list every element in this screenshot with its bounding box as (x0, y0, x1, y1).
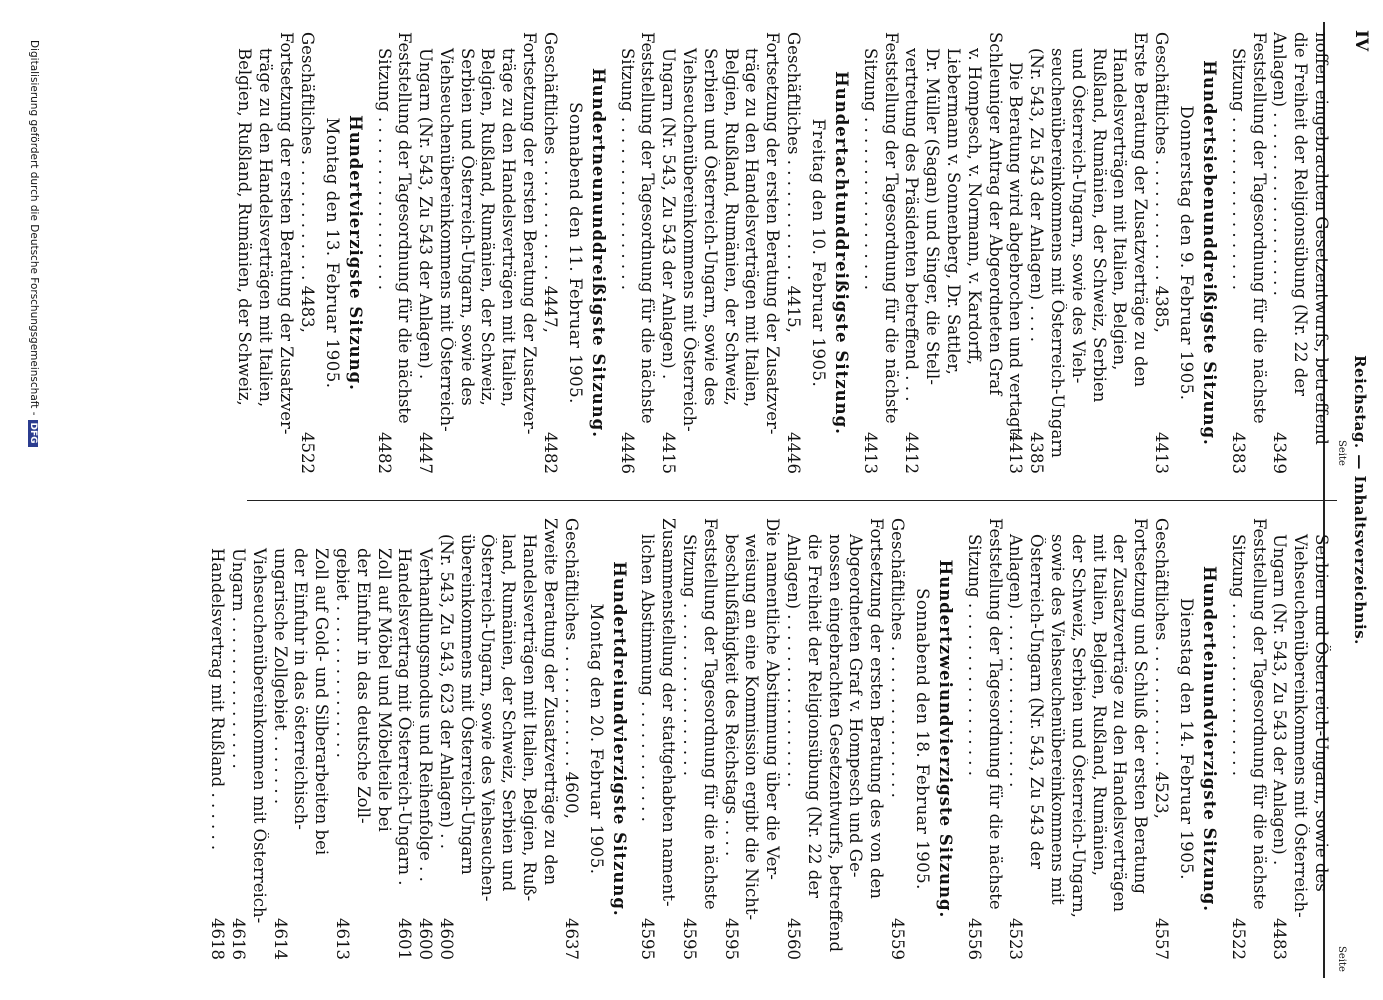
toc-page-number: 4523 (1006, 918, 1026, 960)
toc-entry-text: der Einfuhr in das deutsche Zoll- (353, 548, 373, 824)
right-column (206, 518, 1331, 960)
toc-entry-text: Geschäftliches . . . . . . . . . . . . 4600, (561, 518, 581, 819)
toc-entry (782, 518, 803, 960)
toc-entry (331, 518, 352, 960)
toc-entry-text: Die Beratung wird abgebrochen und vertagt: (1006, 62, 1026, 440)
toc-entry (435, 32, 456, 474)
toc-entry-text: vertretung des Präsidenten betreffend . . . (902, 48, 922, 402)
toc-entry (886, 518, 907, 960)
toc-page-number: 4482 (374, 432, 394, 474)
dfg-logo: DFG (28, 420, 38, 447)
toc-entry-text: lichen Abstimmung . . . . . . . . . . . . (638, 534, 658, 822)
toc-entry-text: träge zu den Handelsverträgen mit Italien, (742, 48, 762, 408)
toc-entry-text: Sitzung . . . . . . . . . . . . . . . . . (374, 48, 394, 291)
toc-entry-text: Sitzung . . . . . . . . . . . . . . . . . (1228, 48, 1248, 291)
toc-entry (824, 518, 845, 960)
toc-entry-text: Geschäftliches . . . . . . . . . . . . 4483, (297, 32, 317, 333)
toc-page-number: 4413 (1152, 432, 1172, 474)
toc-page-number: 4446 (784, 432, 804, 474)
toc-entry-text: Belgien, Rußland, Rumänien, der Schweiz, (235, 48, 255, 406)
toc-entry (456, 518, 477, 960)
toc-entry (1025, 32, 1046, 474)
toc-entry-text: Sitzung . . . . . . . . . . . . . . . . . (860, 48, 880, 291)
toc-entry-text: Handelsvertrag mit Rußland . . . . . . (208, 548, 228, 851)
toc-entry (963, 32, 984, 474)
toc-entry-text: Verhandlungsmodus und Reihenfolge . . (416, 548, 436, 882)
toc-entry (761, 32, 782, 474)
footer-text: Digitalisierung gefördert durch die Deutsche Forschungsgemeinschaft - (28, 40, 40, 416)
session-date: Sonnabend den 18. Februar 1905. (913, 588, 933, 890)
toc-entry (637, 32, 658, 474)
toc-page-number: 4600 (416, 918, 436, 960)
toc-entry (227, 518, 248, 960)
toc-entry-text: Serbien und Österreich-Ungarn, sowie des (457, 48, 477, 406)
toc-entry (1248, 32, 1269, 474)
digitization-footer (28, 40, 40, 980)
toc-page-number: 4522 (1228, 918, 1248, 960)
toc-page-number: 4447 (416, 432, 436, 474)
toc-entry-text: Ungarn (Nr. 543, Zu 543 der Anlagen) . (1270, 534, 1290, 866)
toc-entry (803, 518, 824, 960)
toc-entry-text: Fortsetzung der ersten Beratung der Zusatzver- (276, 32, 296, 435)
toc-page-number: 4557 (1152, 918, 1172, 960)
toc-entry-text: Ungarn (Nr. 543, Zu 543 der Anlagen) . (416, 48, 436, 380)
session-heading: Hundertvierzigste Sitzung. (345, 115, 365, 391)
toc-page-number: 4560 (784, 918, 804, 960)
toc-entry (1150, 518, 1171, 960)
toc-entry (248, 518, 269, 960)
toc-page-number: 4614 (270, 918, 290, 960)
toc-entry (518, 518, 539, 960)
toc-page-number: 4595 (680, 918, 700, 960)
toc-entry (699, 32, 720, 474)
toc-page-number: 4601 (395, 918, 415, 960)
toc-entry (352, 518, 373, 960)
toc-entry-text: Schleuniger Antrag der Abgeordneten Graf (985, 32, 1005, 396)
toc-entry (477, 518, 498, 960)
toc-entry-text: Rußland, Rumänien, der Schweiz, Serbien (1089, 48, 1109, 403)
session-heading: Hundertachtunddreißigste Sitzung. (832, 71, 852, 435)
toc-entry (394, 518, 415, 960)
toc-entry (1310, 32, 1331, 474)
toc-entry-text: Ungarn (Nr. 543, Zu 543 der Anlagen) . (659, 48, 679, 380)
session-heading: Hundertneununddreißigste Sitzung. (588, 68, 608, 438)
page-numeral: IV (1351, 30, 1371, 52)
left-column (234, 32, 1331, 474)
toc-entry-text: Sitzung . . . . . . . . . . . . . . . . . (964, 534, 984, 777)
toc-entry-text: Die namentliche Abstimmung über die Ver- (763, 518, 783, 880)
toc-entry-text: Serbien und Österreich-Ungarn, sowie des (1312, 534, 1331, 892)
toc-entry (984, 32, 1005, 474)
toc-entry (880, 32, 901, 474)
toc-entry (234, 32, 255, 474)
toc-entry-text: Zweite Beratung der Zusatzverträge zu den (540, 518, 560, 886)
toc-page-number: 4618 (208, 918, 228, 960)
toc-entry-text: Feststellung der Tagesordnung für die nächste (638, 32, 658, 424)
toc-entry (498, 518, 519, 960)
toc-entry (1067, 32, 1088, 474)
toc-entry-text: Belgien, Rußland, Rumänien, der Schweiz, (721, 48, 741, 406)
toc-page-number: 4616 (228, 918, 248, 960)
toc-entry (901, 32, 922, 474)
toc-page-number: 4482 (540, 432, 560, 474)
toc-entry (518, 32, 539, 474)
seite-label-left: Seite (1336, 440, 1347, 466)
session-heading: Hundertzweiundvierzigste Sitzung. (936, 559, 956, 919)
toc-entry (373, 518, 394, 960)
toc-entry-text: der Einfuhr in das österreichisch- (291, 548, 311, 830)
toc-entry (414, 518, 435, 960)
toc-entry-text: Feststellung der Tagesordnung für die nächste (1249, 32, 1269, 424)
session-date: Sonnabend den 11. Februar 1905. (565, 102, 585, 404)
toc-entry (942, 32, 963, 474)
toc-entry-text: Liebermann v. Sonnenberg, Dr. Sattler, (944, 48, 964, 375)
toc-page-number: 4595 (638, 918, 658, 960)
toc-page-number: 4412 (902, 432, 922, 474)
toc-entry-text: Handelsverträgen mit Italien, Belgien, (1110, 48, 1130, 371)
toc-entry-text: Fortsetzung und Schluß der ersten Beratung (1131, 518, 1151, 894)
toc-entry-text: Geschäftliches . . . . . . . . . . . . 4447, (540, 32, 560, 333)
toc-entry-text: Erste Beratung der Zusatzverträge zu den (1131, 32, 1151, 387)
toc-entry-text: und Österreich-Ungarn, sowie des Vieh- (1068, 48, 1088, 384)
toc-entry (414, 32, 435, 474)
toc-entry (1227, 32, 1248, 474)
toc-entry (1005, 518, 1026, 960)
toc-entry (720, 518, 741, 960)
toc-entry (782, 32, 803, 474)
toc-entry-text: Zoll auf Gold- und Silberarbeiten bei (312, 548, 332, 856)
toc-page-number: 4522 (297, 432, 317, 474)
toc-entry (657, 518, 678, 960)
toc-entry (859, 32, 880, 474)
session-date: Montag den 20. Februar 1905. (586, 603, 606, 875)
toc-entry-text: Viehseuchenübereinkommen mit Österreich- (249, 548, 269, 924)
session-heading: Hundertdreiundvierzigste Sitzung. (609, 561, 629, 917)
toc-entry (1109, 32, 1130, 474)
toc-entry (720, 32, 741, 474)
toc-entry (498, 32, 519, 474)
toc-page-number: 4595 (721, 918, 741, 960)
toc-page-number: 4349 (1270, 432, 1290, 474)
toc-entry (637, 518, 658, 960)
toc-entry (560, 518, 581, 960)
toc-entry-text: Viehseuchenübereinkommens mit Österreich- (436, 48, 456, 432)
toc-entry-text: Feststellung der Tagesordnung für die nächste (395, 32, 415, 424)
toc-page-number: 4600 (436, 918, 456, 960)
toc-entry (1129, 518, 1150, 960)
toc-entry (1046, 32, 1067, 474)
running-head (1331, 0, 1371, 1000)
toc-page-number: 4446 (617, 432, 637, 474)
toc-entry (373, 32, 394, 474)
toc-entry (699, 518, 720, 960)
toc-entry (539, 518, 560, 960)
toc-entry-text: v. Hompesch, v. Normann, v. Kardorff, (964, 48, 984, 365)
toc-entry (310, 518, 331, 960)
toc-entry (275, 32, 296, 474)
toc-page-number: 4556 (964, 918, 984, 960)
toc-entry-text: Zoll auf Möbel und Möbelteile bei (374, 548, 394, 832)
toc-entry-text: Fortsetzung der ersten Beratung der Zusatzver- (520, 32, 540, 435)
toc-entry-text: Geschäftliches . . . . . . . . . . . . 4385, (1152, 32, 1172, 333)
toc-entry-text: Anlagen) . . . . . . . . . . . . . . . . . . (1270, 32, 1290, 296)
toc-entry-text: gebiet . . . . . . . . . . . . . . . (332, 548, 352, 758)
toc-entry (865, 518, 886, 960)
toc-entry-text: übereinkommens mit Österreich-Ungarn (457, 534, 477, 875)
toc-entry (1088, 518, 1109, 960)
toc-entry-text: ungarische Zollgebiet . . . . . . . (270, 548, 290, 805)
toc-entry-text: Österreich-Ungarn (Nr. 543, Zu 543 der (1027, 534, 1047, 870)
toc-entry-text: beschlußfähigkeit des Reichstags . . . . (721, 534, 741, 857)
toc-entry-text: nossen eingebrachten Gesetzentwurfs, betreffend (825, 534, 845, 953)
toc-entry (394, 32, 415, 474)
toc-entry (1227, 518, 1248, 960)
toc-entry (477, 32, 498, 474)
toc-entry-text: der Zusatzverträge zu den Handelsverträgen (1110, 534, 1130, 913)
toc-entry (435, 518, 456, 960)
toc-entry (761, 518, 782, 960)
toc-entry-text: Serbien und Österreich-Ungarn, sowie des (700, 48, 720, 406)
toc-entry-text: land, Rumänien, der Schweiz, Serbien und (499, 534, 519, 892)
toc-entry-text: Ungarn . . . . . . . . . . . . . . . (228, 548, 248, 769)
toc-entry (1310, 518, 1331, 960)
toc-entry-text: Feststellung der Tagesordnung für die nächste (881, 32, 901, 424)
toc-entry (741, 32, 762, 474)
toc-entry (1269, 32, 1290, 474)
toc-entry (1067, 518, 1088, 960)
toc-entry (1289, 32, 1310, 474)
toc-entry-text: die Freiheit der Religionsübung (Nr. 22 der (1291, 32, 1311, 396)
toc-entry-text: Dr. Müller (Sagan) und Singer, die Stell- (923, 48, 943, 385)
toc-entry-text: Handelsvertrag mit Österreich-Ungarn . (395, 548, 415, 886)
toc-entry (254, 32, 275, 474)
toc-entry-text: träge zu den Handelsverträgen mit Italien, (499, 48, 519, 408)
toc-entry (984, 518, 1005, 960)
toc-page-number: 4637 (561, 918, 581, 960)
toc-entry-text: die Freiheit der Religionsübung (Nr. 22 der (804, 534, 824, 898)
toc-entry (206, 518, 227, 960)
toc-entry-text: (Nr. 543, Zu 543, 623 der Anlagen) . . (436, 534, 456, 849)
toc-entry (657, 32, 678, 474)
toc-page-number: 4559 (888, 918, 908, 960)
toc-page-number: 4483 (1270, 918, 1290, 960)
session-heading: Hundertsiebenunddreißigste Sitzung. (1200, 60, 1220, 446)
toc-entry (963, 518, 984, 960)
toc-entry (269, 518, 290, 960)
toc-entry (741, 518, 762, 960)
toc-page-number: 4415 (659, 432, 679, 474)
toc-entry-text: seuchenübereinkommens mit Österreich-Ungarn (1048, 48, 1068, 458)
toc-page-number: 4385 (1027, 432, 1047, 474)
toc-entry (296, 32, 317, 474)
toc-page-number: 4613 (332, 918, 352, 960)
toc-entry-text: Viehseuchenübereinkommens mit Österreich- (680, 48, 700, 432)
toc-entry (1289, 518, 1310, 960)
toc-entry (1150, 32, 1171, 474)
toc-page-number: 4383 (1228, 432, 1248, 474)
toc-entry (1129, 32, 1150, 474)
toc-entry-text: Geschäftliches . . . . . . . . . . . . . . . (888, 518, 908, 798)
toc-entry-text: mit Italien, Belgien, Rußland, Rumänien, (1089, 534, 1109, 877)
toc-entry-text: Fortsetzung der ersten Beratung der Zusatzver- (763, 32, 783, 435)
toc-entry (1248, 518, 1269, 960)
session-date: Dienstag den 14. Februar 1905. (1177, 598, 1197, 880)
toc-page-number: 4413 (860, 432, 880, 474)
toc-entry (678, 518, 699, 960)
toc-entry-text: Sitzung . . . . . . . . . . . . . . . . . (1228, 534, 1248, 777)
toc-entry-text: Belgien, Rußland, Rumänien, der Schweiz, (478, 48, 498, 406)
toc-entry (456, 32, 477, 474)
toc-page-number: 4413 (1006, 432, 1026, 474)
toc-entry-text: Geschäftliches . . . . . . . . . . . . 4523, (1152, 518, 1172, 819)
toc-entry-text: weisung an eine Kommission ergibt die Nicht- (742, 534, 762, 921)
session-date: Freitag den 10. Februar 1905. (809, 118, 829, 388)
toc-entry (539, 32, 560, 474)
toc-entry (845, 518, 866, 960)
toc-entry-text: Zusammenstellung der stattgehabten nament- (659, 518, 679, 907)
toc-entry-text: sowie des Viehseuchenübereinkommens mit (1048, 534, 1068, 905)
toc-entry (1269, 518, 1290, 960)
toc-entry (1005, 32, 1026, 474)
toc-entry (1025, 518, 1046, 960)
toc-entry-text: Geschäftliches . . . . . . . . . . . . 4415, (784, 32, 804, 333)
running-title: Reichstag. — Inhaltsverzeichnis. (1351, 355, 1369, 645)
toc-entry-text: Viehseuchenübereinkommens mit Österreich- (1291, 534, 1311, 918)
toc-entry-text: Sitzung . . . . . . . . . . . . . . . . . (680, 534, 700, 777)
toc-entry-text: träge zu den Handelsverträgen mit Italien, (256, 48, 276, 408)
column-divider (247, 500, 1337, 501)
session-date: Donnerstag den 9. Februar 1905. (1177, 105, 1197, 401)
toc-entry-text: Handelsverträgen mit Italien, Belgien, Ruß- (520, 534, 540, 902)
toc-entry (1109, 518, 1130, 960)
toc-entry (1046, 518, 1067, 960)
toc-entry-text: Anlagen) . . . . . . . . . . . . . . . . . (784, 534, 804, 788)
toc-entry (616, 32, 637, 474)
toc-entry (678, 32, 699, 474)
toc-entry-text: Feststellung der Tagesordnung für die nächste (985, 518, 1005, 910)
toc-entry-text: (Nr. 543, Zu 543 der Anlagen) . . . . (1027, 48, 1047, 342)
toc-entry-text: Anlagen) . . . . . . . . . . . . . . . . . (1006, 534, 1026, 788)
toc-entry-text: Fortsetzung der ersten Beratung des von den (867, 518, 887, 899)
session-heading: Hunderteinundvierzigste Sitzung. (1200, 565, 1220, 913)
toc-entry-text: Sitzung . . . . . . . . . . . . . . . . . (617, 48, 637, 291)
toc-entry (921, 32, 942, 474)
toc-entry (290, 518, 311, 960)
toc-entry-text: der Schweiz, Serbien und Österreich-Ungarn, (1068, 534, 1088, 918)
session-date: Montag den 13. Februar 1905. (322, 117, 342, 389)
toc-entry-text: Feststellung der Tagesordnung für die nächste (1249, 518, 1269, 910)
toc-entry (1088, 32, 1109, 474)
toc-entry-text: Österreich-Ungarn, sowie des Viehseuchen- (478, 534, 498, 902)
seite-label-right: Seite (1336, 946, 1347, 972)
toc-entry-text: Feststellung der Tagesordnung für die nächste (700, 518, 720, 910)
toc-entry-text: noffen eingebrachten Gesetzentwurfs, betreffend (1312, 32, 1331, 445)
toc-entry-text: Abgeordneten Graf v. Hompesch und Ge- (846, 534, 866, 878)
